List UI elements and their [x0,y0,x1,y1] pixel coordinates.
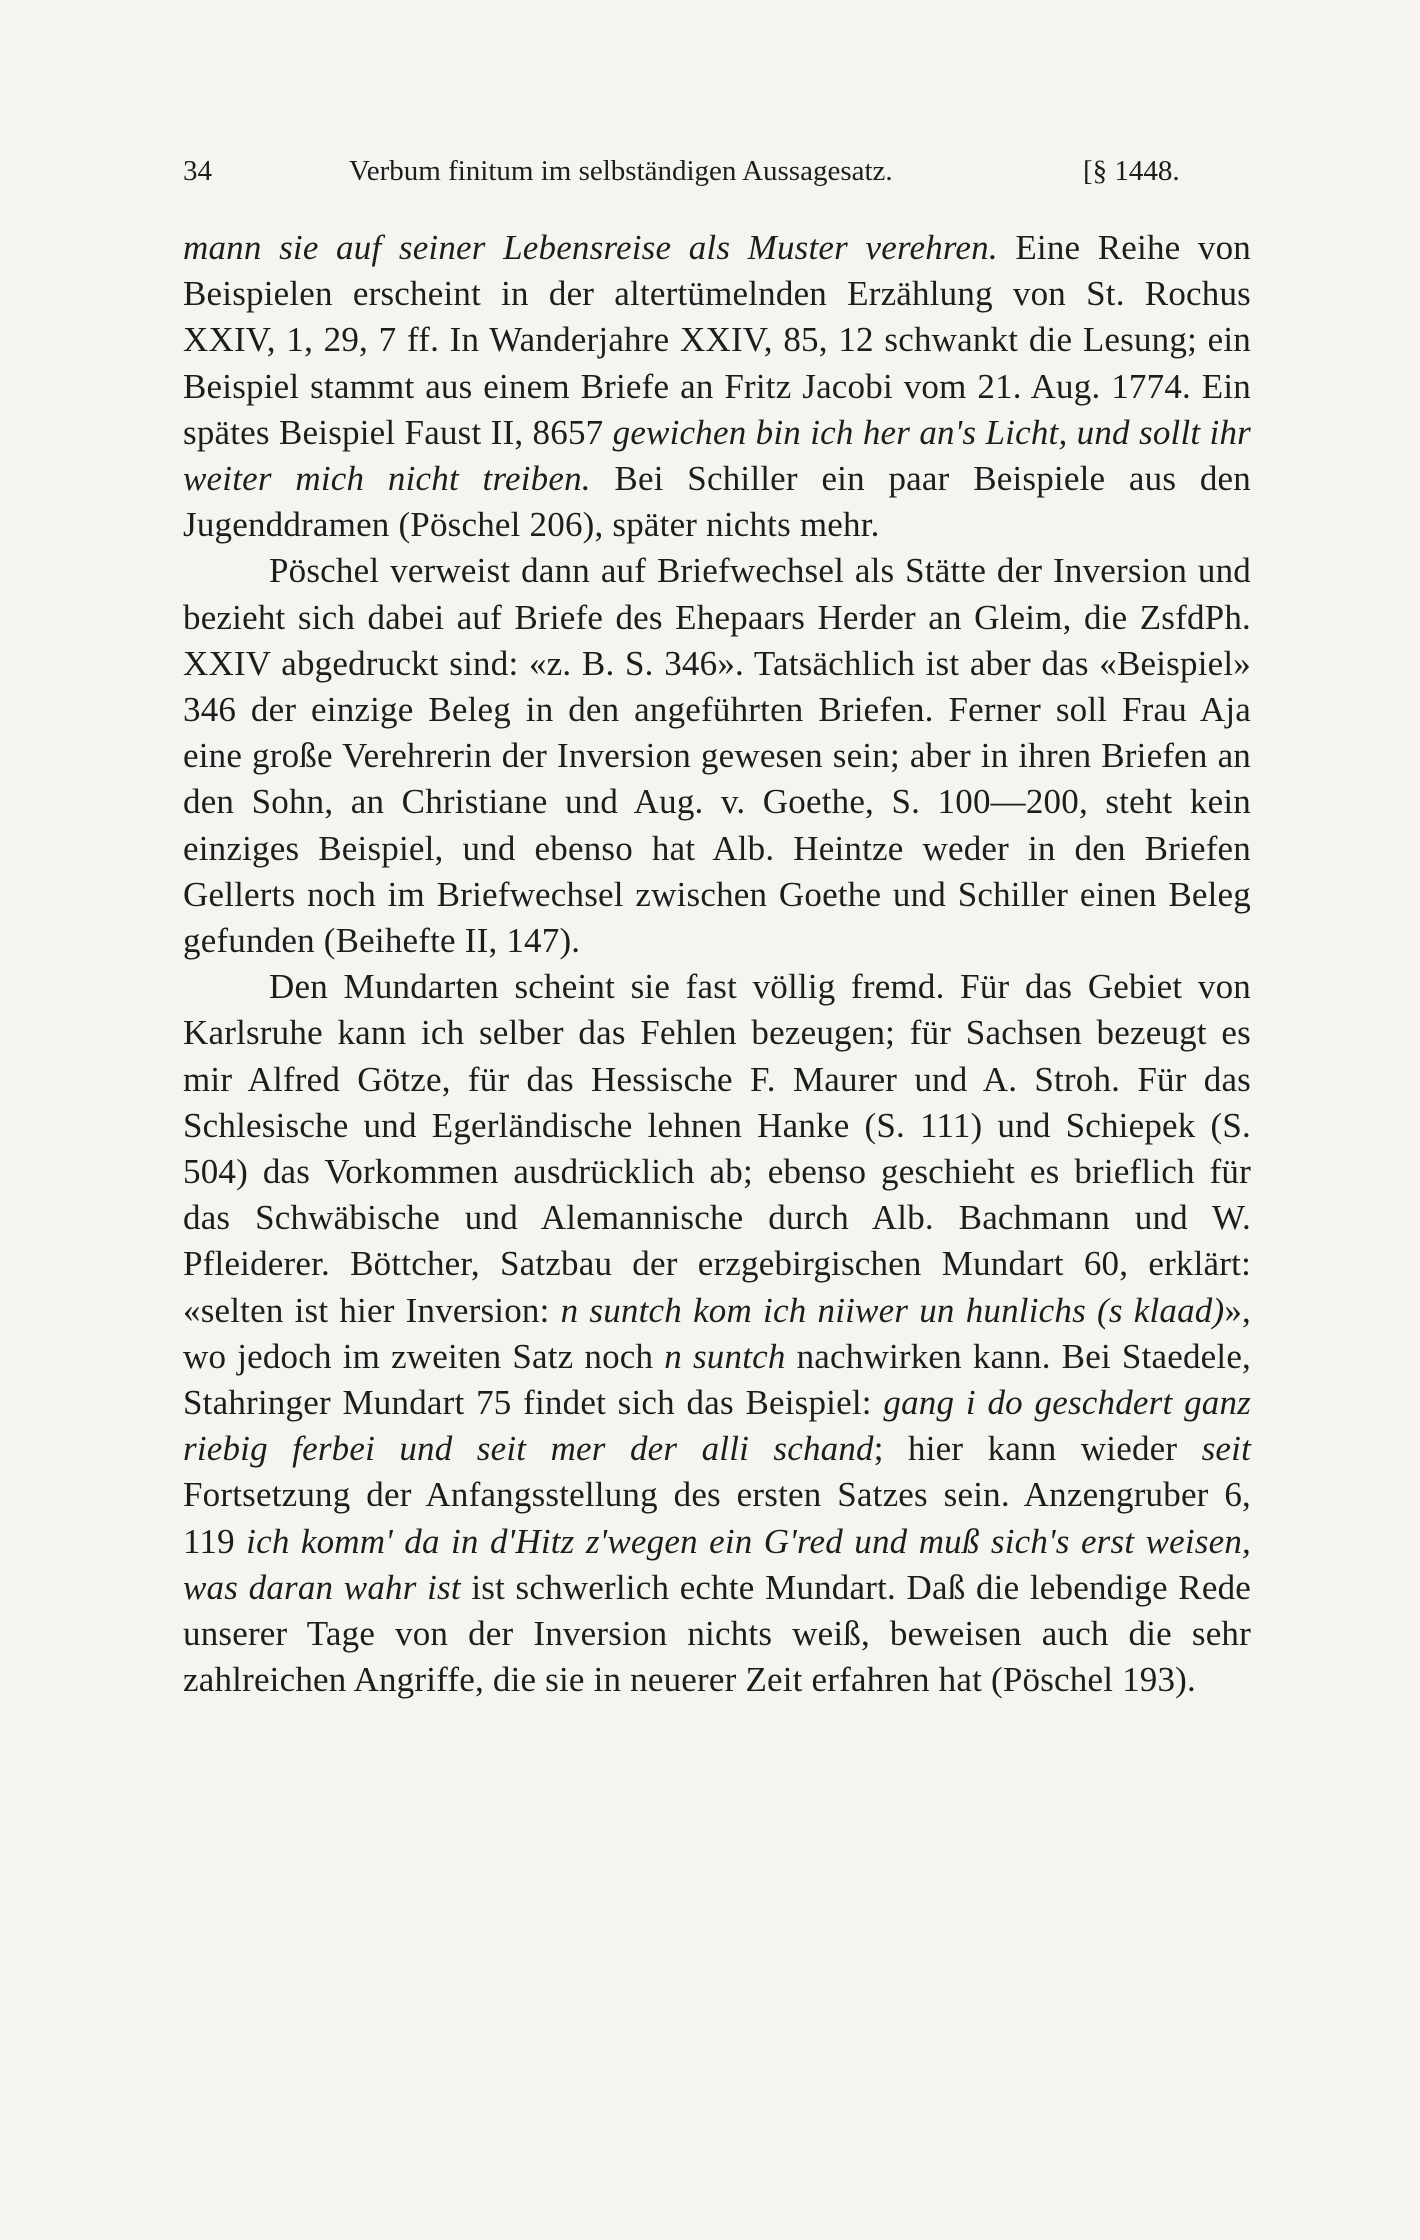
italic-quote: n suntch kom ich niiwer un hunlichs (s klaad) [560,1290,1225,1330]
text-run: Bei Schiller ein paar Beispiele aus den Jugenddramen (Pöschel 206), später nichts mehr. [183,459,1251,545]
italic-quote: ich komm' da in d'Hitz z'wegen ein G'red und muß sich's erst weisen, was daran wahr ist [183,1521,1251,1607]
paragraph [183,548,1251,964]
italic-quote: seit [1201,1429,1251,1469]
italic-quote: mann sie auf seiner Lebensreise als Muster verehren. [183,228,998,267]
text-run: ; hier kann wieder [873,1429,1202,1469]
body-text [183,225,1251,1704]
text-run: Fortsetzung der Anfangsstellung des ersten Satzes sein. Anzengruber 6, 119 [183,1475,1251,1561]
text-run: Den Mundarten scheint sie fast völlig fremd. Für das Gebiet von Karlsruhe kann ich selber das Fehlen bezeugen; für Sachsen bezeugt es mir Alfred Götze, für das Hessische F. Maurer und A. Stroh. Für das Schlesische und Egerländische lehnen Hanke (S. 111) und Schiepek (S. 504) das Vorkommen ausdrücklich ab; ebenso geschieht es brieflich für das Schwäbische und Alemannische durch Alb. Bachmann und W. Pfleiderer. Böttcher, Satzbau der erzgebirgischen Mundart 60, erklärt: «selten ist hier Inversion: [183,967,1251,1330]
running-title: Verbum finitum im selbständigen Aussagesatz. [349,155,893,187]
text-run: Pöschel verweist dann auf Briefwechsel als Stätte der Inversion und bezieht sich dabei auf Briefe des Ehepaars Herder an Gleim, die ZsfdPh. XXIV abgedruckt sind: «z. B. S. 346». Tatsächlich ist aber das «Beispiel» 346 der einzige Beleg in den angeführten Briefen. Ferner soll Frau Aja eine große Verehrerin der Inversion gewesen sein; aber in ihren Briefen an den Sohn, an Christiane und Aug. v. Goethe, S. 100—200, steht kein einziges Beispiel, und ebenso hat Alb. Heintze weder in den Briefen Gellerts noch im Briefwechsel zwischen Goethe und Schiller einen Beleg gefunden (Beihefte II, 147). [183,551,1251,961]
italic-quote: n suntch [664,1336,786,1376]
text-run: nachwirken kann. Bei Staedele, Stahringer Mundart 75 findet sich das Beispiel: [183,1336,1252,1423]
italic-quote: gewichen bin ich her an's Licht, und sollt ihr weiter mich nicht treiben. [183,412,1252,499]
section-marker: [§ 1448. [1083,155,1180,187]
text-run: », wo jedoch im zweiten Satz noch [183,1290,1251,1376]
running-header [183,148,1263,194]
italic-quote: gang i do geschdert ganz riebig ferbei und seit mer der alli schand [183,1383,1251,1469]
paragraph [183,225,1251,548]
text-run: Eine Reihe von Beispielen erscheint in der altertümelnden Erzählung von St. Rochus XXIV, 1, 29, 7 ff. In Wanderjahre XXIV, 85, 12 schwankt die Lesung; ein Beispiel stammt aus einem Briefe an Fritz Jacobi vom 21. Aug. 1774. Ein spätes Beispiel Faust II, 8657 [183,228,1251,452]
paragraph [183,964,1251,1703]
page-number: 34 [183,155,212,187]
text-run: ist schwerlich echte Mundart. Daß die lebendige Rede unserer Tage von der Inversion nichts weiß, beweisen auch die sehr zahlreichen Angriffe, die sie in neuerer Zeit erfahren hat (Pöschel 193). [183,1567,1251,1700]
